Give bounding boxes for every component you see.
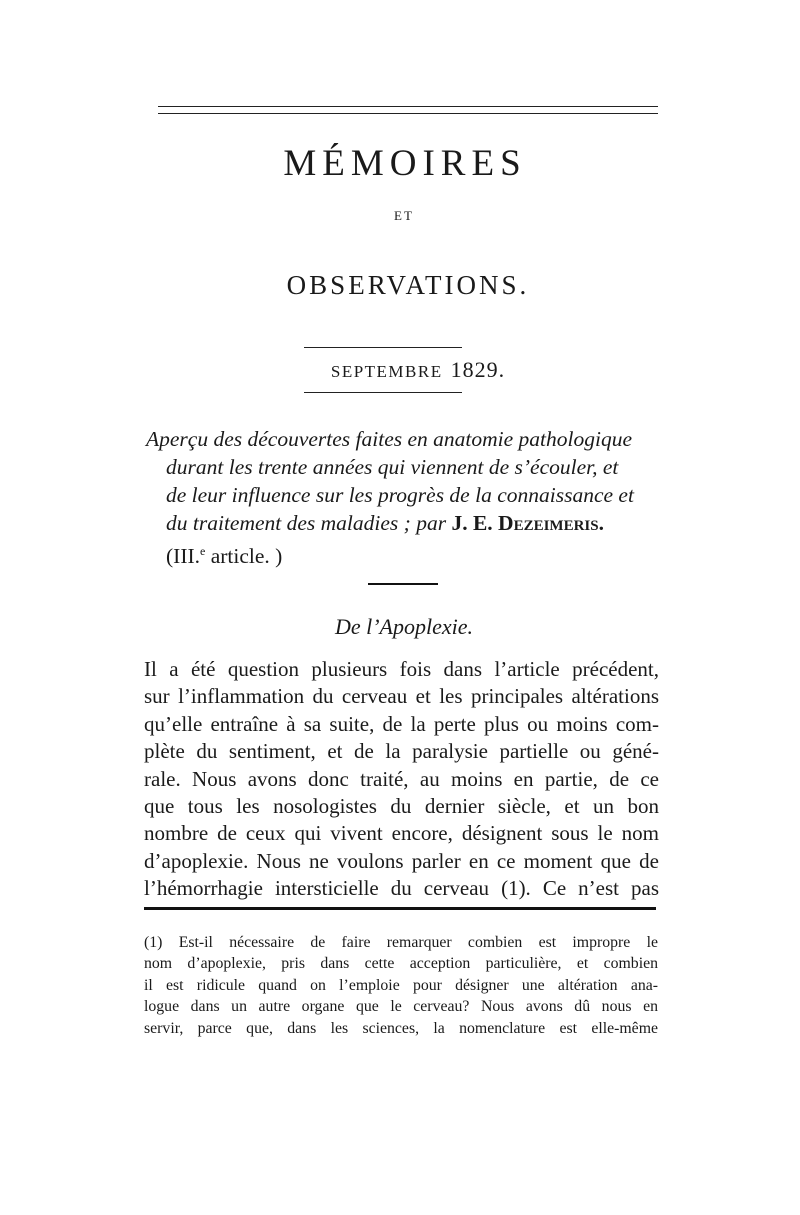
body-paragraph <box>144 656 659 903</box>
article-title-line-4-text: du traitement des maladies ; par <box>166 511 447 535</box>
article-part-label <box>146 537 666 570</box>
body-line: l’hémorrhagie intersticielle du cerveau (1). Ce n’est pas <box>144 876 659 901</box>
body-line: rale. Nous avons donc traité, au moins en partie, de ce <box>144 766 659 791</box>
issue-year: 1829. <box>450 357 506 382</box>
article-title <box>146 425 666 570</box>
body-line: qu’elle entraîne à sa suite, de la perte plus ou moins com- <box>144 711 659 736</box>
date-rule-bottom <box>304 392 462 393</box>
footnote-line: logue dans un autre organe que le cerveau? Nous avons dû nous en <box>144 998 658 1016</box>
article-title-line-2: durant les trente années qui viennent de s’écouler, et <box>166 455 619 479</box>
heading-memoires: MÉMOIRES <box>283 143 527 184</box>
body-line: plète du sentiment, et de la paralysie partielle ou géné- <box>144 739 659 764</box>
date-rule-top <box>304 347 462 348</box>
section-rule <box>368 583 438 585</box>
footnote-rule <box>144 907 656 910</box>
footnote-line: nom d’apoplexie, pris dans cette acception particulière, et combien <box>144 955 658 973</box>
issue-date <box>0 357 800 383</box>
article-title-line-1: Aperçu des découvertes faites en anatomie pathologique <box>146 427 633 451</box>
heading-observations: OBSERVATIONS. <box>286 270 530 300</box>
body-line: nombre de ceux qui vivent encore, désignent sous le nom <box>144 821 659 846</box>
section-heading: De l’Apoplexie. <box>334 614 474 639</box>
body-line: Il a été question plusieurs fois dans l’article précédent, <box>144 657 659 681</box>
article-author: J. E. Dezeimeris. <box>451 511 604 535</box>
body-line: d’apoplexie. Nous ne voulons parler en ce moment que de <box>144 848 659 873</box>
issue-month: SEPTEMBRE <box>330 362 443 381</box>
footnote-line: servir, parce que, dans les sciences, la nomenclature est elle-même <box>144 1019 658 1037</box>
header-double-rule <box>158 106 658 114</box>
heading-et: ET <box>394 208 414 223</box>
footnote <box>144 932 658 1039</box>
body-line: que tous les nosologistes du dernier siècle, et un bon <box>144 793 659 818</box>
article-title-line-3: de leur influence sur les progrès de la connaissance et <box>166 483 634 507</box>
article-part-post: article. ) <box>205 544 283 569</box>
article-title-line-4 <box>146 509 666 537</box>
body-line: sur l’inflammation du cerveau et les principales altérations <box>144 684 659 709</box>
footnote-line: (1) Est-il nécessaire de faire remarquer combien est impropre le <box>144 934 658 951</box>
article-part-sup: e <box>200 544 206 558</box>
footnote-line: il est ridicule quand on l’emploie pour désigner une altération ana- <box>144 976 658 994</box>
article-part-pre: (III. <box>166 544 201 569</box>
